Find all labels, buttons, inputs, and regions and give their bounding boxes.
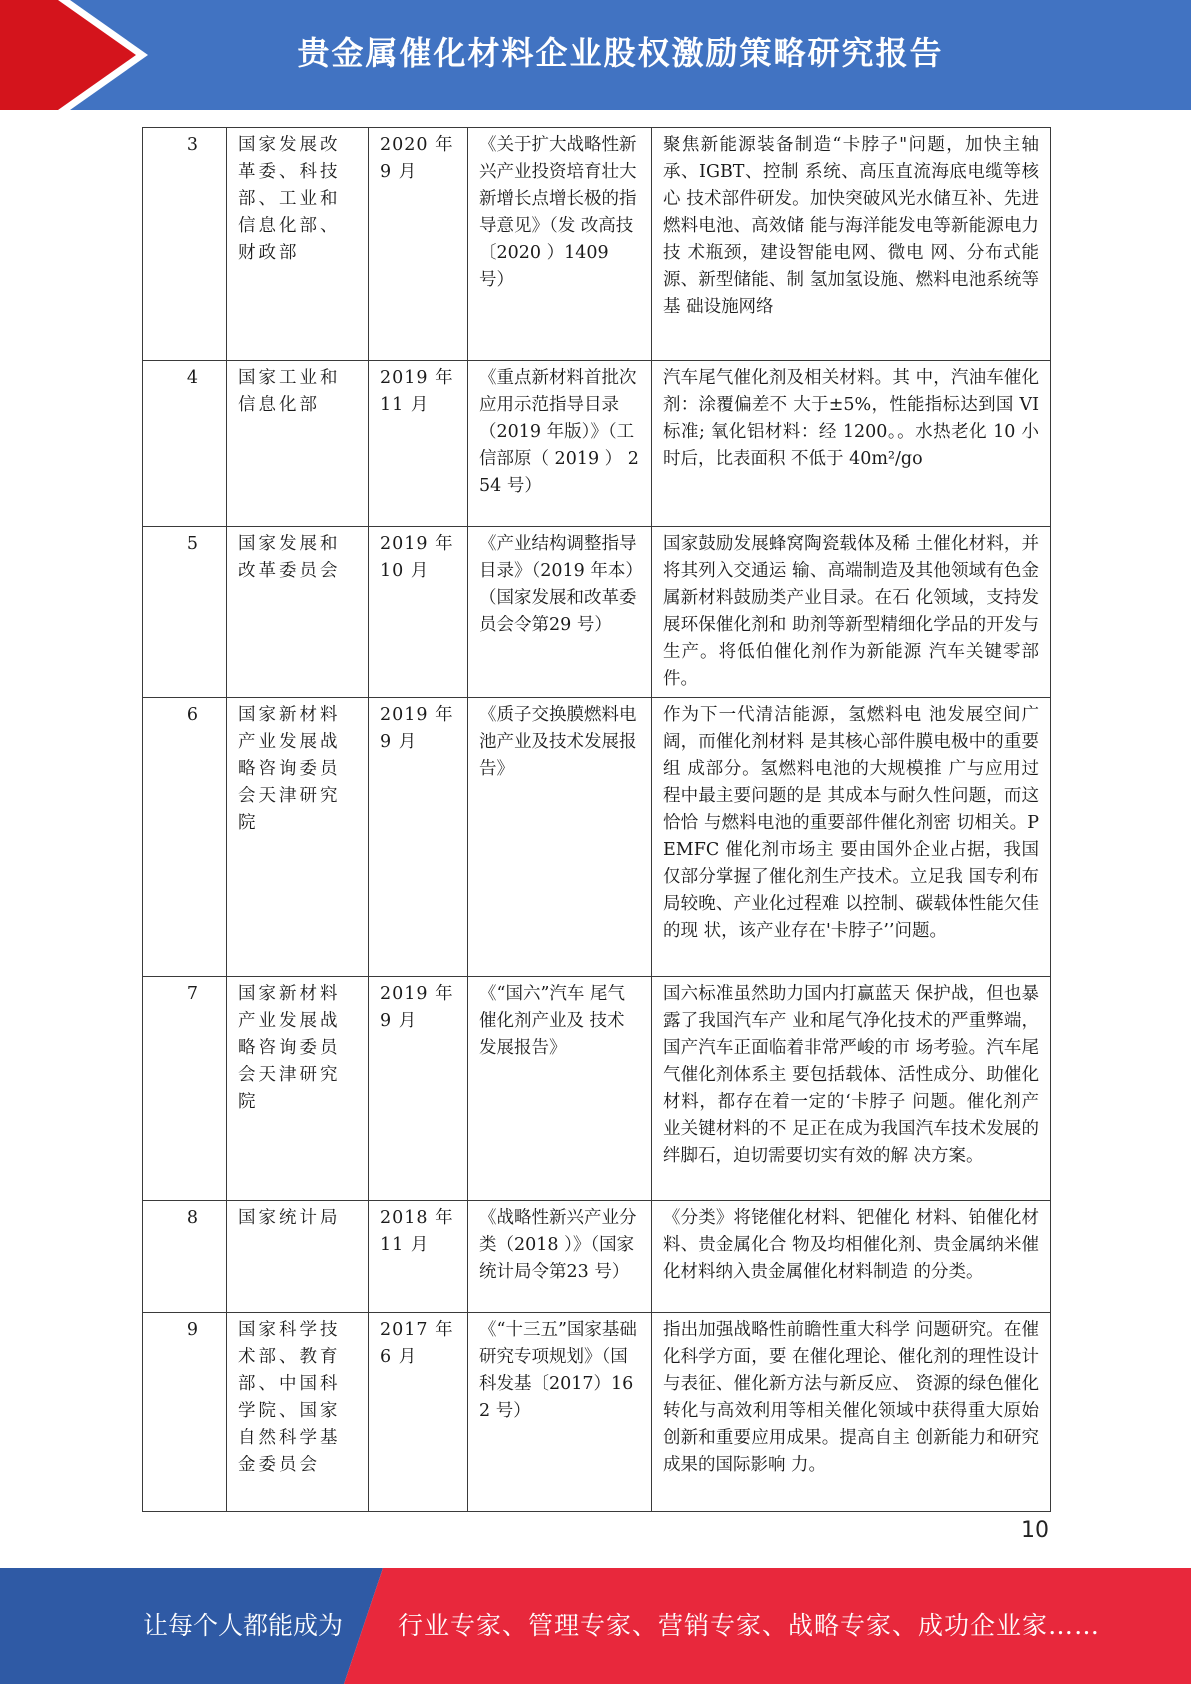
row-number: 6 bbox=[143, 698, 227, 977]
policy-document: 《战略性新兴产业分类（2018 ）》（国家统计局令第23 号） bbox=[468, 1201, 652, 1313]
issue-date: 2019 年 9 月 bbox=[369, 698, 468, 977]
table-row bbox=[143, 1313, 1051, 1512]
issuing-department: 国家统计局 bbox=[227, 1201, 369, 1313]
row-number: 7 bbox=[143, 977, 227, 1201]
page-footer bbox=[0, 1568, 1191, 1684]
page-header bbox=[0, 0, 1191, 110]
footer-slogan-left: 让每个人都能成为 bbox=[143, 1611, 344, 1640]
policy-document: 《“国六”汽车 尾气催化剂产业及 技术发展报告》 bbox=[468, 977, 652, 1201]
footer-slogan-right: 行业专家、管理专家、营销专家、战略专家、成功企业家…… bbox=[398, 1611, 1101, 1640]
issue-date: 2020 年 9 月 bbox=[369, 128, 468, 361]
policy-document: 《“十三五”国家基础研究专项规划》（国科发基〔2017）162 号） bbox=[468, 1313, 652, 1512]
table-row bbox=[143, 361, 1051, 527]
row-number: 4 bbox=[143, 361, 227, 527]
issue-date: 2018 年 11 月 bbox=[369, 1201, 468, 1313]
row-number: 8 bbox=[143, 1201, 227, 1313]
table-row bbox=[143, 977, 1051, 1201]
row-number: 3 bbox=[143, 128, 227, 361]
issuing-department: 国家工业和信息化部 bbox=[227, 361, 369, 527]
table-row bbox=[143, 1201, 1051, 1313]
policy-content: 指出加强战略性前瞻性重大科学 问题研究。在催化科学方面，要 在催化理论、催化剂的理性设计 与表征、催化新方法与新反应、 资源的绿色催化转化与高效利用等相关催化领域中获得重大原始 创新和重要应用成果。提高自主 创新能力和研究成果的国际影响 力。 bbox=[652, 1313, 1051, 1512]
policy-content: 作为下一代清洁能源，氢燃料电 池发展空间广阔，而催化剂材料 是其核心部件膜电极中的重要组 成部分。氢燃料电池的大规模推 广与应用过程中最主要问题的是 其成本与耐久性问题，而这恰恰 与燃料电池的重要部件催化剂密 切相关。PEMFC 催化剂市场主 要由国外企业占据，我国仅部分掌握了催化剂生产技术。立足我 国专利布局较晚、产业化过程难 以控制、碳载体性能欠佳的现 状，该产业存在'卡脖子’’问题。 bbox=[652, 698, 1051, 977]
issuing-department: 国家科学技术部、教育部、中国科学院、国家自然科学基金委员会 bbox=[227, 1313, 369, 1512]
policy-content-text: 聚焦新能源装备制造“卡脖子"问题，加快主轴承、IGBT、控制 系统、高压直流海底电缆等核心 技术部件研发。加快突破风光水储互补、先进燃料电池、高效储 能与海洋能发电等新能源电力技 术瓶颈，建设智能电网、微电 网、分布式能源、新型储能、制 氢加氢设施、燃料电池系统等基 础设施网络 bbox=[663, 135, 1039, 317]
policy-content: 国家鼓励发展蜂窝陶瓷载体及稀 土催化材料，并将其列入交通运 输、高端制造及其他领域有色金 属新材料鼓励类产业目录。在石 化领域，支持发展环保催化剂和 助剂等新型精细化学品的开发与 生产。将低伯催化剂作为新能源 汽车关键零部件。 bbox=[652, 527, 1051, 698]
issuing-department: 国家发展改革委、科技部、工业和信息化部、财政部 bbox=[227, 128, 369, 361]
policy-document: 《重点新材料首批次应用示范指导目录（2019 年版）》（工信部原（ 2019 ） 254 号） bbox=[468, 361, 652, 527]
header-arrow-decoration bbox=[0, 0, 160, 110]
issue-date: 2019 年 11 月 bbox=[369, 361, 468, 527]
policy-content: 《分类》将铑催化材料、钯催化 材料、铂催化材料、贵金属化合 物及均相催化剂、贵金属纳米催化材料纳入贵金属催化材料制造 的分类。 bbox=[652, 1201, 1051, 1313]
row-number: 9 bbox=[143, 1313, 227, 1512]
issue-date: 2019 年 9 月 bbox=[369, 977, 468, 1201]
table-row bbox=[143, 698, 1051, 977]
policy-content: 汽车尾气催化剂及相关材料。其 中，汽油车催化剂：涂覆偏差不 大于±5%，性能指标达到国 VI 标准; 氧化铝材料：经 1200。。水热老化 10 小时后，比表面积 不低于 40m²/go bbox=[652, 361, 1051, 527]
issuing-department: 国家发展和改革委员会 bbox=[227, 527, 369, 698]
issue-date: 2019 年 10 月 bbox=[369, 527, 468, 698]
table-row bbox=[143, 128, 1051, 361]
policy-document: 《关于扩大战略性新兴产业投资培育壮大新增长点增长极的指导意见》（发 改高技〔2020 ）1409 号） bbox=[468, 128, 652, 361]
row-number: 5 bbox=[143, 527, 227, 698]
policy-document: 《产业结构调整指导目录》（2019 年本）（国家发展和改革委员会令第29 号） bbox=[468, 527, 652, 698]
issuing-department: 国家新材料产业发展战略咨询委员会天津研究院 bbox=[227, 977, 369, 1201]
issuing-department: 国家新材料产业发展战略咨询委员会天津研究院 bbox=[227, 698, 369, 977]
page-number: 10 bbox=[1021, 1518, 1049, 1543]
policy-table bbox=[142, 127, 1051, 1512]
table-row bbox=[143, 527, 1051, 698]
policy-content: 国六标准虽然助力国内打赢蓝天 保护战，但也暴露了我国汽车产 业和尾气净化技术的严重弊端， 国产汽车正面临着非常严峻的市 场考验。汽车尾气催化剂体系主 要包括载体、活性成分、助催化 材料，都存在着一定的‘卡脖子 问题。催化剂产业关键材料的不 足正在成为我国汽车技术发展的绊脚石，迫切需要切实有效的解 决方案。 bbox=[652, 977, 1051, 1201]
issue-date: 2017 年 6 月 bbox=[369, 1313, 468, 1512]
report-title: 贵金属催化材料企业股权激励策略研究报告 bbox=[297, 34, 944, 72]
policy-content bbox=[652, 128, 1051, 361]
policy-document: 《质子交换膜燃料电池产业及技术发展报告》 bbox=[468, 698, 652, 977]
